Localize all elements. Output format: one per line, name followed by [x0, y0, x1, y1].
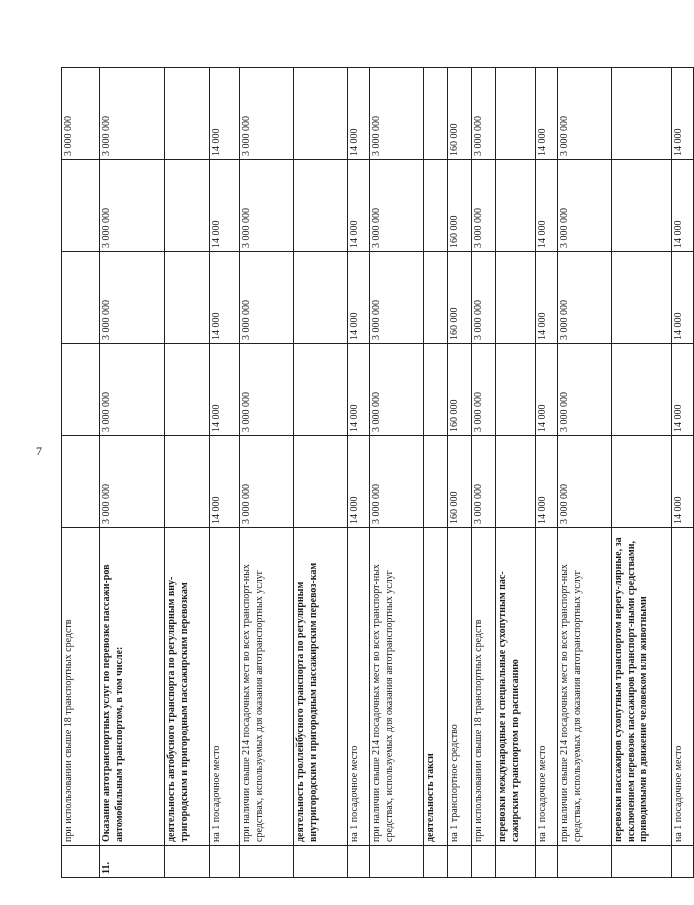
amount-cell: 14 000: [672, 160, 694, 252]
amount-cell: [294, 252, 348, 344]
amount-cell: 3 000 000: [472, 252, 496, 344]
amount-cell: [612, 160, 672, 252]
amount-cell: 3 000 000: [558, 436, 612, 528]
amount-cell: [165, 68, 210, 160]
amount-cell: [496, 160, 536, 252]
description-cell: на 1 посадочное место: [536, 528, 558, 846]
row-number-cell: [558, 846, 612, 878]
description-cell: при использовании свыше 18 транспортных средств: [62, 528, 100, 846]
row-number-cell: [294, 846, 348, 878]
amount-cell: 160 000: [448, 344, 472, 436]
description-cell: на 1 посадочное место: [672, 528, 694, 846]
amount-cell: [424, 160, 448, 252]
row-number-cell: [672, 846, 694, 878]
row-number-cell: [496, 846, 536, 878]
amount-cell: 3 000 000: [100, 252, 165, 344]
amount-cell: 160 000: [448, 436, 472, 528]
amount-cell: 3 000 000: [472, 436, 496, 528]
row-number-cell: [348, 846, 370, 878]
table-row: [100, 68, 165, 878]
amount-cell: 3 000 000: [472, 68, 496, 160]
amount-cell: 3 000 000: [472, 344, 496, 436]
amount-cell: [612, 436, 672, 528]
table-row: [424, 68, 448, 878]
description-cell: на 1 посадочное место: [348, 528, 370, 846]
table-row: [472, 68, 496, 878]
amount-cell: 14 000: [210, 252, 240, 344]
amount-cell: 14 000: [210, 436, 240, 528]
amount-cell: 14 000: [536, 68, 558, 160]
description-cell: на 1 транспортное средство: [448, 528, 472, 846]
row-number-cell: [165, 846, 210, 878]
row-number-cell: [370, 846, 424, 878]
amount-cell: 3 000 000: [558, 344, 612, 436]
amount-cell: 14 000: [672, 68, 694, 160]
amount-cell: [294, 160, 348, 252]
amount-cell: 14 000: [348, 68, 370, 160]
amount-cell: 14 000: [536, 344, 558, 436]
amount-cell: 3 000 000: [370, 252, 424, 344]
table-row: [448, 68, 472, 878]
table-row: [294, 68, 348, 878]
amount-cell: [165, 344, 210, 436]
amount-cell: 160 000: [448, 68, 472, 160]
amount-cell: [496, 68, 536, 160]
amount-cell: [424, 344, 448, 436]
amount-cell: 3 000 000: [100, 160, 165, 252]
amount-cell: 14 000: [672, 436, 694, 528]
row-number-cell: [448, 846, 472, 878]
amount-cell: 3 000 000: [370, 344, 424, 436]
row-number-cell: [536, 846, 558, 878]
row-number-cell: 11.: [100, 846, 165, 878]
amount-cell: [424, 68, 448, 160]
page-number: 7: [36, 444, 42, 458]
row-number-cell: [612, 846, 672, 878]
rotated-table-container: [61, 68, 684, 878]
amount-cell: [294, 344, 348, 436]
amount-cell: 3 000 000: [100, 68, 165, 160]
row-number-cell: [62, 846, 100, 878]
amount-cell: [62, 344, 100, 436]
category-heading-cell: перевозки пассажиров сухопутным транспортом нерегу-лярные, за исключением перевозок пассажиров транспорт-ными средствами, приводимыми в движение человеком или животными: [612, 528, 672, 846]
amount-cell: 3 000 000: [558, 252, 612, 344]
table-row: [672, 68, 694, 878]
amount-cell: [496, 436, 536, 528]
category-heading-cell: перевозки международные и специальные сухопутным пас-сажирским транспортом по расписанию: [496, 528, 536, 846]
table-row: [536, 68, 558, 878]
row-number-cell: [210, 846, 240, 878]
amount-cell: [165, 252, 210, 344]
amount-cell: 3 000 000: [370, 68, 424, 160]
table-row: [558, 68, 612, 878]
amount-cell: 3 000 000: [558, 68, 612, 160]
amount-cell: [612, 344, 672, 436]
description-cell: при использовании свыше 18 транспортных средств: [472, 528, 496, 846]
description-cell: при наличии свыше 214 посадочных мест во всех транспорт-ных средствах, используемых для оказания автотранспортных услуг: [370, 528, 424, 846]
amount-cell: 3 000 000: [558, 160, 612, 252]
amount-cell: 14 000: [210, 160, 240, 252]
amount-cell: 3 000 000: [472, 160, 496, 252]
amount-cell: [165, 436, 210, 528]
table-row: [496, 68, 536, 878]
table-row: [165, 68, 210, 878]
amount-cell: 3 000 000: [100, 436, 165, 528]
amount-cell: 14 000: [348, 344, 370, 436]
row-number-cell: [424, 846, 448, 878]
amount-cell: 14 000: [672, 252, 694, 344]
category-heading-cell: деятельность автобусного транспорта по регулярным вну-тригородским и пригородным пассажирским перевозкам: [165, 528, 210, 846]
amount-cell: 3 000 000: [240, 160, 294, 252]
amount-cell: 3 000 000: [240, 344, 294, 436]
amount-cell: [294, 436, 348, 528]
amount-cell: [424, 436, 448, 528]
amount-cell: 3 000 000: [240, 68, 294, 160]
amount-cell: 14 000: [210, 68, 240, 160]
amount-cell: [165, 160, 210, 252]
amount-cell: 3 000 000: [240, 252, 294, 344]
table-row: [62, 68, 100, 878]
category-heading-cell: деятельность такси: [424, 528, 448, 846]
amount-cell: 160 000: [448, 252, 472, 344]
table-row: [210, 68, 240, 878]
amount-cell: 14 000: [536, 252, 558, 344]
table-row: [370, 68, 424, 878]
amount-cell: 14 000: [348, 436, 370, 528]
rotated-table-area: [61, 68, 684, 878]
description-cell: на 1 посадочное место: [210, 528, 240, 846]
table-row: [612, 68, 672, 878]
amount-cell: 14 000: [210, 344, 240, 436]
amount-cell: 14 000: [536, 160, 558, 252]
amount-cell: [62, 436, 100, 528]
amount-cell: 3 000 000: [370, 160, 424, 252]
amount-cell: [496, 344, 536, 436]
amount-cell: 3 000 000: [100, 344, 165, 436]
description-cell: при наличии свыше 214 посадочных мест во всех транспорт-ных средствах, используемых для оказания автотранспортных услуг: [240, 528, 294, 846]
row-number-cell: [240, 846, 294, 878]
amount-cell: [424, 252, 448, 344]
description-cell: при наличии свыше 214 посадочных мест во всех транспорт-ных средствах, используемых для оказания автотранспортных услуг: [558, 528, 612, 846]
tax-rates-table: [61, 67, 694, 878]
amount-cell: 14 000: [536, 436, 558, 528]
amount-cell: 3 000 000: [240, 436, 294, 528]
table-row: [240, 68, 294, 878]
amount-cell: 3 000 000: [62, 68, 100, 160]
amount-cell: [62, 252, 100, 344]
category-heading-cell: деятельность троллейбусного транспорта по регулярным внутригородским и пригородным пассажирским перевоз-кам: [294, 528, 348, 846]
amount-cell: 160 000: [448, 160, 472, 252]
amount-cell: [294, 68, 348, 160]
amount-cell: 14 000: [672, 344, 694, 436]
amount-cell: 14 000: [348, 252, 370, 344]
row-number-cell: [472, 846, 496, 878]
amount-cell: [496, 252, 536, 344]
amount-cell: [612, 68, 672, 160]
amount-cell: 14 000: [348, 160, 370, 252]
amount-cell: 3 000 000: [370, 436, 424, 528]
amount-cell: [612, 252, 672, 344]
table-row: [348, 68, 370, 878]
category-heading-cell: Оказание автотранспортных услуг по перевозке пассажи-ров автомобильным транспортом, в том числе:: [100, 528, 165, 846]
amount-cell: [62, 160, 100, 252]
